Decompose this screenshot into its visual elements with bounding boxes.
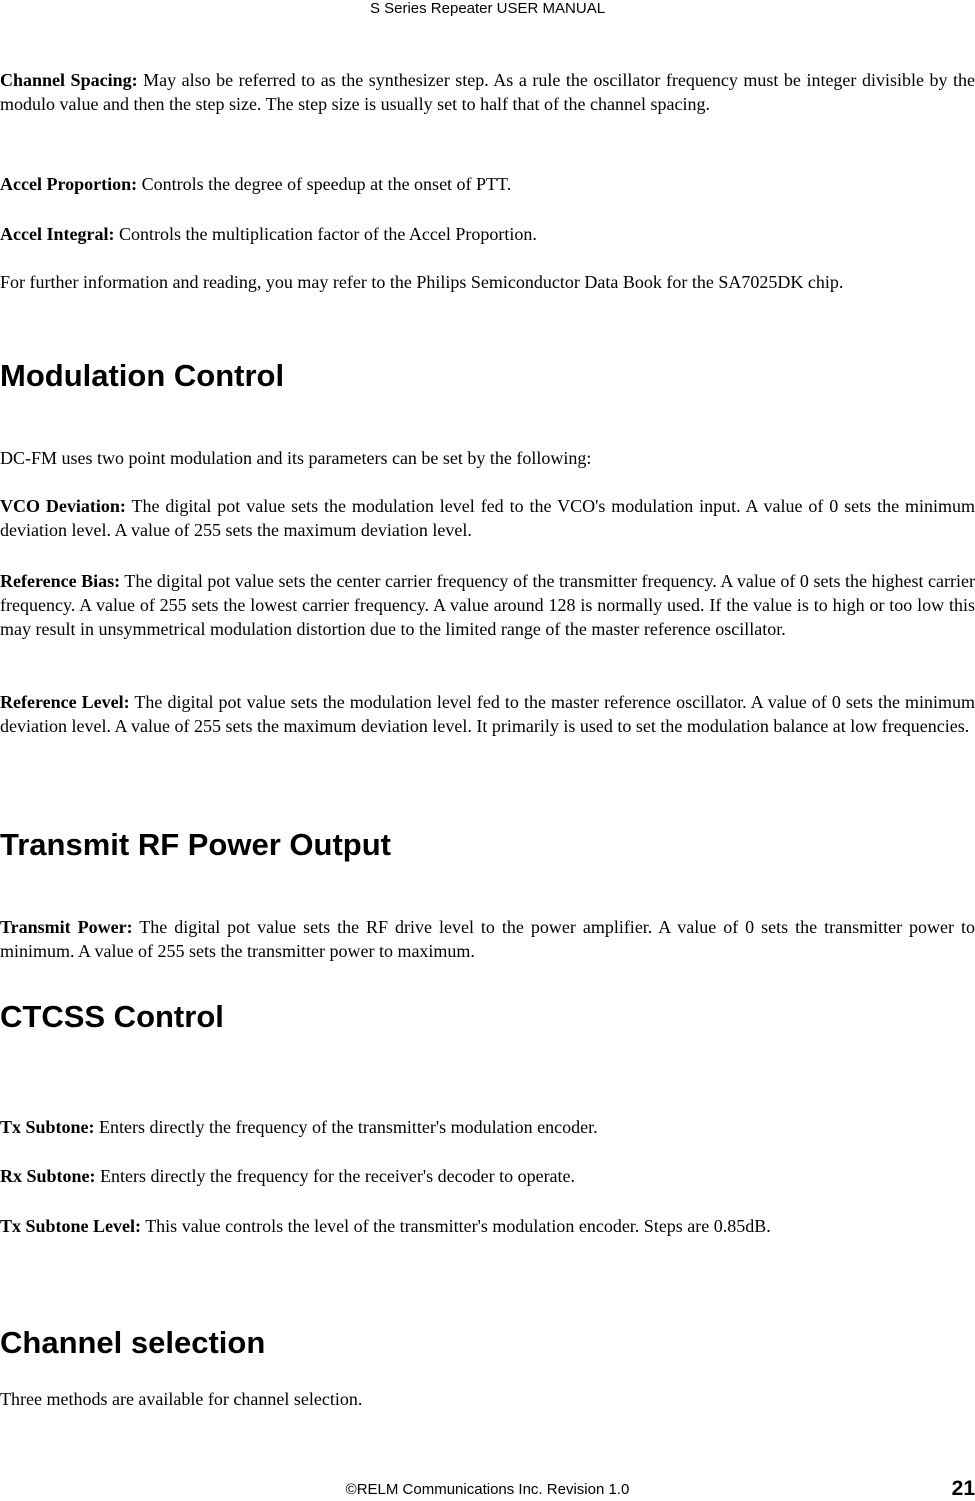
section-title-transmit-rf-power: Transmit RF Power Output (0, 827, 391, 862)
term-accel-proportion: Accel Proportion: (0, 174, 138, 194)
description-channel-spacing: May also be referred to as the synthesizer step. As a rule the oscillator frequency must be integer divisible by the modulo value and then the step size. The step size is usually set to half that of the channel spacing. (0, 70, 975, 114)
term-tx-subtone: Tx Subtone: (0, 1117, 95, 1137)
term-reference-bias: Reference Bias: (0, 571, 121, 591)
term-rx-subtone: Rx Subtone: (0, 1166, 96, 1186)
description-transmit-power: The digital pot value sets the RF drive level to the power amplifier. A value of 0 sets the transmitter power to minimum. A value of 255 sets the transmitter power to maximum. (0, 917, 975, 961)
description-tx-subtone-level: This value controls the level of the transmitter's modulation encoder. Steps are 0.85dB. (141, 1216, 771, 1236)
section-title-ctcss-control: CTCSS Control (0, 999, 224, 1034)
paragraph-reference-level (0, 690, 975, 738)
term-channel-spacing: Channel Spacing: (0, 70, 138, 90)
term-accel-integral: Accel Integral: (0, 224, 115, 244)
page-number: 21 (951, 1477, 975, 1500)
footer-copyright: ©RELM Communications Inc. Revision 1.0 (345, 1481, 630, 1498)
paragraph-vco-deviation (0, 494, 975, 542)
paragraph-tx-subtone (0, 1115, 975, 1139)
term-vco-deviation: VCO Deviation: (0, 496, 126, 516)
paragraph-channel-selection-intro: Three methods are available for channel selection. (0, 1389, 363, 1409)
description-accel-proportion: Controls the degree of speedup at the onset of PTT. (137, 174, 512, 194)
paragraph-rx-subtone (0, 1164, 975, 1188)
section-title-channel-selection: Channel selection (0, 1325, 266, 1360)
description-vco-deviation: The digital pot value sets the modulation level fed to the VCO's modulation input. A value of 0 sets the minimum deviation level. A value of 255 sets the maximum deviation level. (0, 496, 975, 540)
section-title-modulation-control: Modulation Control (0, 358, 285, 393)
description-rx-subtone: Enters directly the frequency for the receiver's decoder to operate. (95, 1166, 576, 1186)
page-header: S Series Repeater USER MANUAL (369, 0, 606, 17)
paragraph-channel-spacing (0, 68, 975, 116)
term-reference-level: Reference Level: (0, 692, 130, 712)
paragraph-further-info: For further information and reading, you may refer to the Philips Semiconductor Data Book for the SA7025DK chip. (0, 272, 844, 292)
paragraph-transmit-power (0, 915, 975, 963)
description-reference-level: The digital pot value sets the modulation level fed to the master reference oscillator. A value of 0 sets the minimum deviation level. A value of 255 sets the maximum deviation level. It primarily is used to set the modulation balance at low frequencies. (0, 692, 975, 736)
description-accel-integral: Controls the multiplication factor of the Accel Proportion. (114, 224, 537, 244)
description-tx-subtone: Enters directly the frequency of the transmitter's modulation encoder. (94, 1117, 598, 1137)
paragraph-tx-subtone-level (0, 1214, 975, 1238)
term-tx-subtone-level: Tx Subtone Level: (0, 1216, 142, 1236)
paragraph-modulation-intro: DC-FM uses two point modulation and its parameters can be set by the following: (0, 448, 592, 468)
paragraph-reference-bias (0, 569, 975, 641)
description-reference-bias: The digital pot value sets the center carrier frequency of the transmitter frequency. A value of 0 sets the highest carrier frequency. A value of 255 sets the lowest carrier frequency. A value around 128 is normally used. If the value is to high or too low this may result in unsymmetrical modulation distortion due to the limited range of the master reference oscillator. (0, 571, 975, 639)
paragraph-accel-integral (0, 222, 975, 246)
paragraph-accel-proportion (0, 172, 975, 196)
term-transmit-power: Transmit Power: (0, 917, 133, 937)
